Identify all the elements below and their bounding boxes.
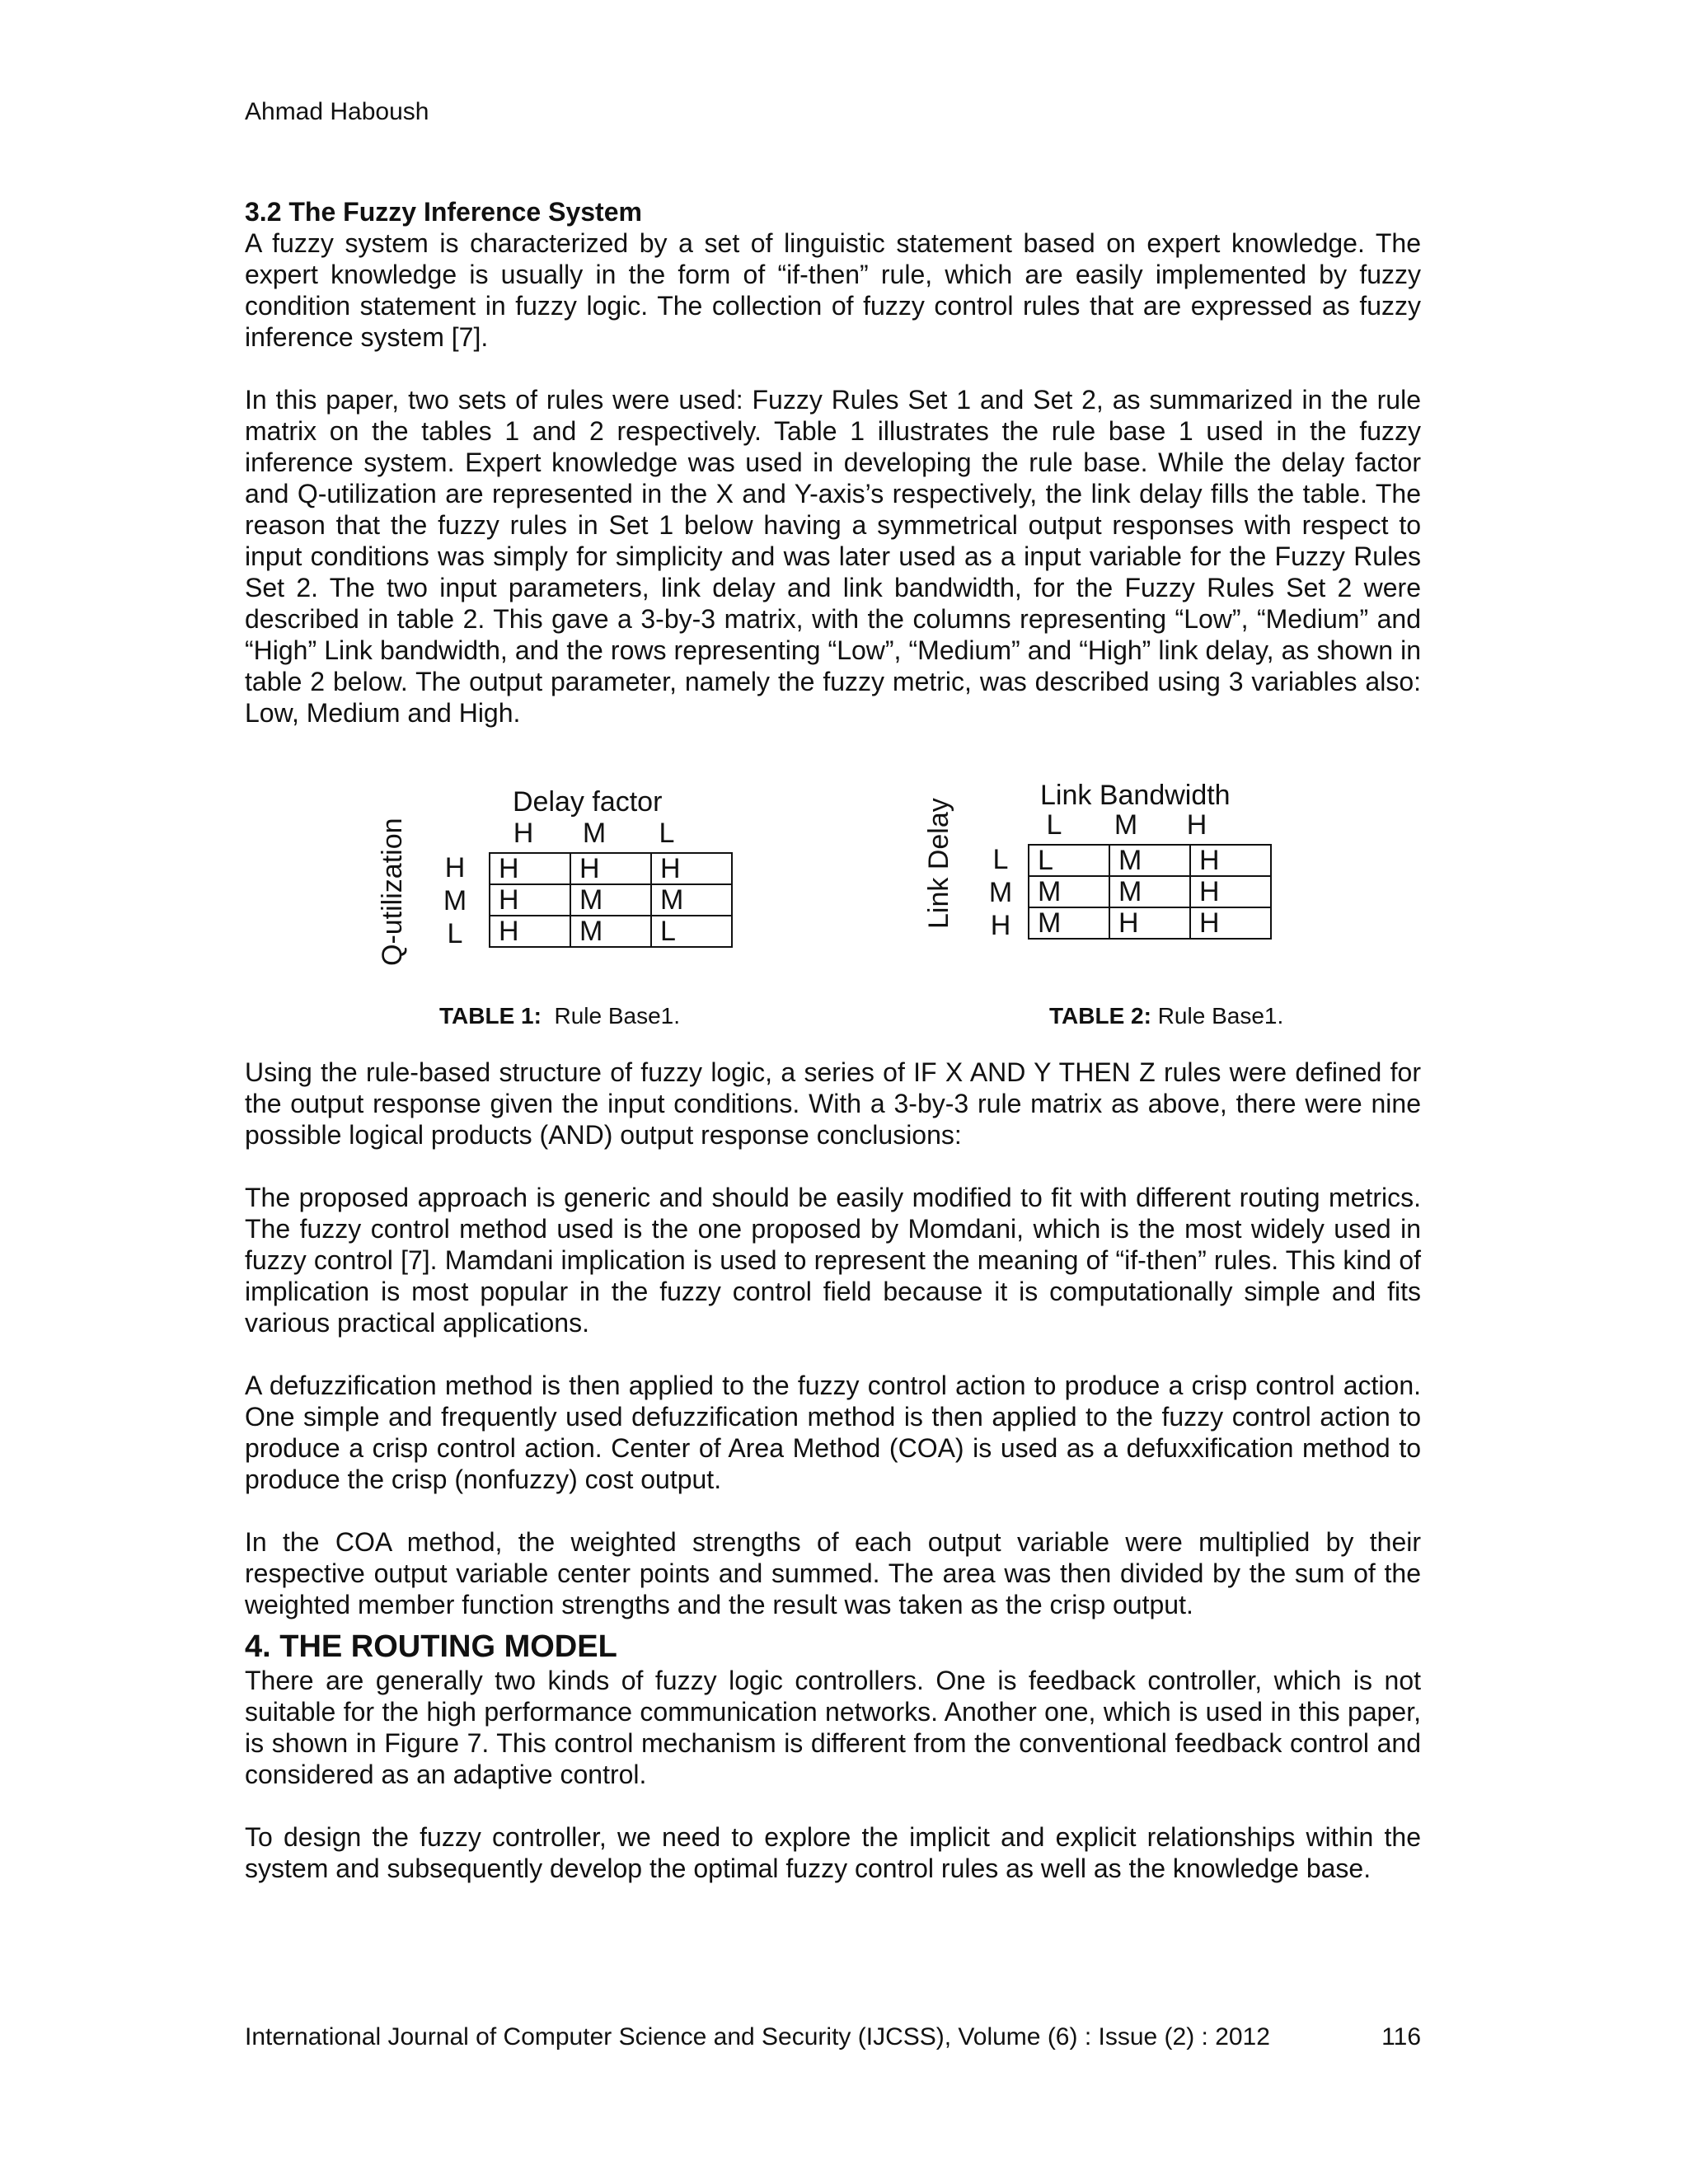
table-row [490, 916, 732, 947]
table-2-caption-text: Rule Base1. [1157, 1003, 1284, 1029]
table-cell: H [1190, 845, 1271, 876]
table-1-y-label: Q-utilization [377, 818, 408, 966]
table-2-caption-label: TABLE 2: [1049, 1003, 1151, 1029]
table-2-row-header-1: L [992, 844, 1009, 875]
table-1-col-header-2: M [582, 818, 607, 849]
page-number: 116 [1381, 2023, 1421, 2050]
paragraph-rules: Using the rule-based structure of fuzzy logic, a series of IF X AND Y THEN Z rules were defined for the output response given the input conditions. With a 3-by-3 rule matrix as above, there were nine possible logical products (AND) output response conclusions: [245, 1057, 1421, 1150]
table-cell: M [570, 884, 651, 916]
running-header-author: Ahmad Haboush [245, 98, 429, 125]
rule-tables [245, 760, 1421, 1057]
table-1-col-header-1: H [513, 818, 534, 849]
table-1-caption [439, 1001, 680, 1032]
table-1-x-title: Delay factor [513, 786, 663, 818]
table-1-caption-text: Rule Base1. [554, 1003, 681, 1029]
table-cell: L [1029, 845, 1109, 876]
table-2-caption [1049, 1001, 1283, 1032]
table-2-y-label: Link Delay [923, 798, 954, 929]
footer-journal-citation: International Journal of Computer Science and Security (IJCSS), Volume (6) : Issue (2) : 2012 [245, 2023, 1270, 2050]
section-4-paragraph-1: There are generally two kinds of fuzzy logic controllers. One is feedback controller, which is not suitable for the high performance communication networks. Another one, which is used in this paper, is shown in Figure 7. This control mechanism is different from the conventional feedback control and considered as an adaptive control. [245, 1666, 1421, 1789]
table-1-row-header-3: L [447, 918, 463, 949]
table-cell: H [570, 853, 651, 884]
section-4-title: 4. THE ROUTING MODEL [245, 1629, 617, 1664]
table-cell: H [1109, 907, 1190, 939]
table-row [490, 884, 732, 916]
paragraph-defuzzification: A defuzzification method is then applied to the fuzzy control action to produce a crisp control action. One simple and frequently used defuzzification method is then applied to the fuzzy control action to produce a crisp control action. Center of Area Method (COA) is used as a defuxxification method to produce the crisp (nonfuzzy) cost output. [245, 1371, 1421, 1494]
table-2-grid [1028, 844, 1272, 940]
table-2-row-header-2: M [988, 877, 1013, 908]
table-cell: H [490, 884, 570, 916]
main-content [245, 196, 1421, 1884]
table-cell: M [1029, 876, 1109, 907]
section-3-2-title: 3.2 The Fuzzy Inference System [245, 197, 642, 227]
section-4-paragraph-2: To design the fuzzy controller, we need to explore the implicit and explicit relationships within the system and subsequently develop the optimal fuzzy control rules as well as the knowledge base. [245, 1822, 1421, 1883]
section-3-2-paragraph-2: In this paper, two sets of rules were used: Fuzzy Rules Set 1 and Set 2, as summarized in the rule matrix on the tables 1 and 2 respectively. Table 1 illustrates the rule base 1 used in the fuzzy inference system. Expert knowledge was used in developing the rule base. While the delay factor and Q-utilization are represented in the X and Y-axis’s respectively, the link delay fills the table. The reason that the fuzzy rules in Set 1 below having a symmetrical output responses with respect to input conditions was simply for simplicity and was later used as a input variable for the Fuzzy Rules Set 2. The two input parameters, link delay and link bandwidth, for the Fuzzy Rules Set 2 were described in table 2. This gave a 3-by-3 matrix, with the columns representing “Low”, “Medium” and “High” Link bandwidth, and the rows representing “Low”, “Medium” and “High” link delay, as shown in table 2 below. The output parameter, namely the fuzzy metric, was described using 3 variables also: Low, Medium and High. [245, 385, 1421, 728]
table-2-row-header-3: H [990, 910, 1011, 941]
section-3-2-paragraph-1: A fuzzy system is characterized by a set of linguistic statement based on expert knowledge. The expert knowledge is usually in the form of “if-then” rule, which are easily implemented by fuzzy condition statement in fuzzy logic. The collection of fuzzy control rules that are expressed as fuzzy inference system [7]. [245, 228, 1421, 352]
table-cell: H [490, 853, 570, 884]
table-cell: M [1109, 845, 1190, 876]
table-2-col-header-2: M [1114, 809, 1138, 841]
table-cell: H [1190, 876, 1271, 907]
table-2 [822, 760, 1421, 1057]
page-footer [245, 2022, 1421, 2052]
table-2-col-header-1: L [1046, 809, 1062, 841]
table-cell: H [651, 853, 732, 884]
table-cell: H [490, 916, 570, 947]
table-cell: L [651, 916, 732, 947]
paragraph-mamdani: The proposed approach is generic and should be easily modified to fit with different routing metrics. The fuzzy control method used is the one proposed by Momdani, which is the most widely used in fuzzy control [7]. Mamdani implication is used to represent the meaning of “if-then” rules. This kind of implication is most popular in the fuzzy control field because it is computationally simple and fits various practical applications. [245, 1183, 1421, 1338]
paragraph-coa: In the COA method, the weighted strengths of each output variable were multiplied by their respective output variable center points and summed. The area was then divided by the sum of the weighted member function strengths and the result was taken as the crisp output. [245, 1527, 1421, 1619]
table-cell: M [1029, 907, 1109, 939]
table-2-col-header-3: H [1186, 809, 1207, 841]
table-1-grid [489, 852, 733, 948]
table-cell: H [1190, 907, 1271, 939]
table-cell: M [651, 884, 732, 916]
table-1-col-header-3: L [659, 818, 675, 849]
table-row [1029, 907, 1271, 939]
table-row [490, 853, 732, 884]
table-1-caption-label: TABLE 1: [439, 1003, 542, 1029]
table-1-row-header-1: H [444, 852, 466, 883]
table-2-x-title: Link Bandwidth [1040, 780, 1231, 811]
table-row [1029, 845, 1271, 876]
table-cell: M [1109, 876, 1190, 907]
table-row [1029, 876, 1271, 907]
table-1 [245, 760, 822, 1057]
table-cell: M [570, 916, 651, 947]
table-1-row-header-2: M [443, 885, 467, 916]
